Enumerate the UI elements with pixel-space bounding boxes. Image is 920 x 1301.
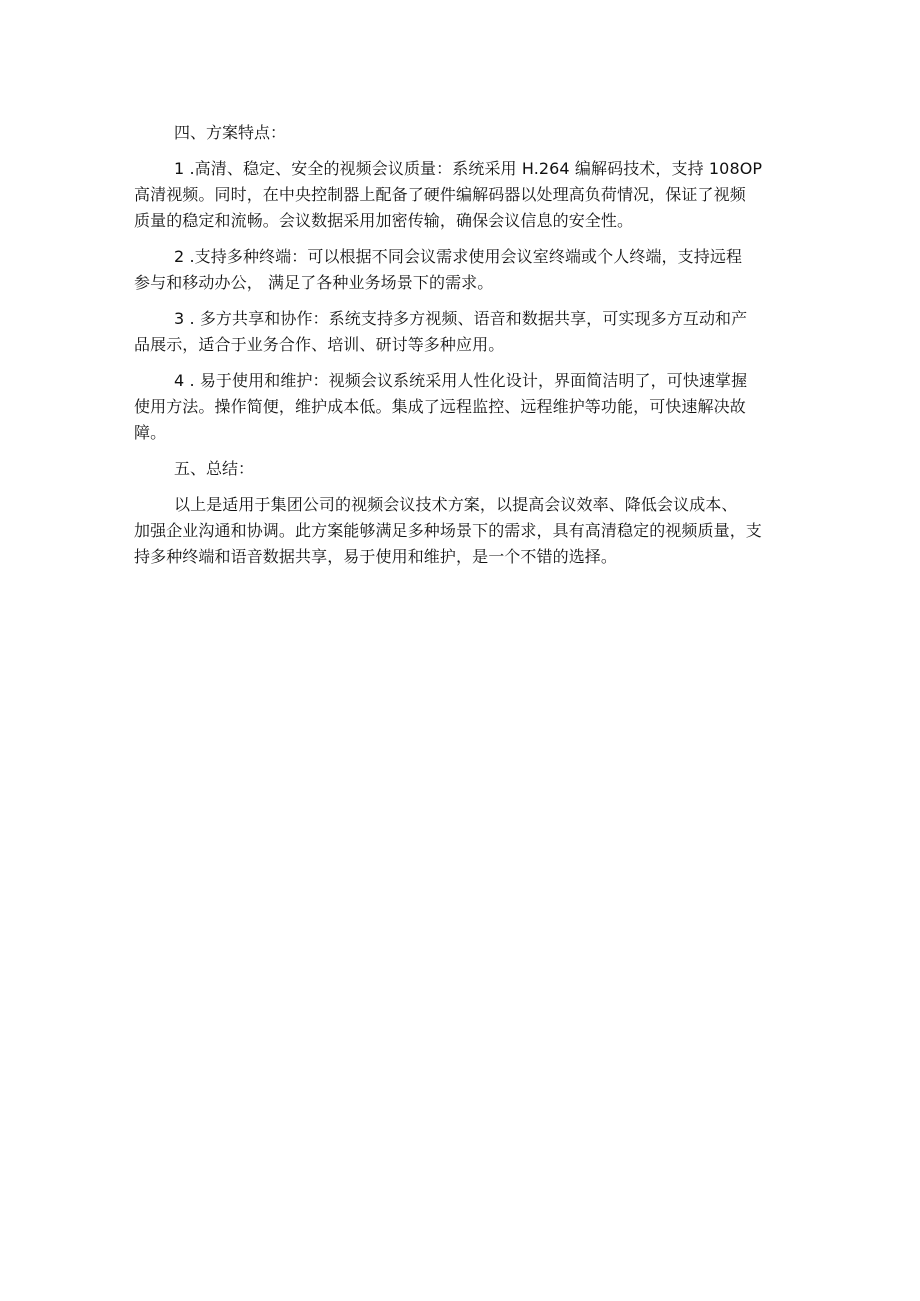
text-line: 持多种终端和语音数据共享，易于使用和维护，是一个不错的选择。 (134, 547, 618, 566)
feature-item-2 (134, 244, 790, 296)
section-heading-features: 四、方案特点： (174, 123, 287, 142)
text-line: 质量的稳定和流畅。会议数据采用加密传输，确保会议信息的安全性。 (134, 211, 634, 230)
summary-paragraph (134, 492, 790, 570)
text-line: 以上是适用于集团公司的视频会议技术方案，以提高会议效率、降低会议成本、 (174, 495, 738, 514)
text-line: 3 . 多方共享和协作：系统支持多方视频、语音和数据共享，可实现多方互动和产 (174, 309, 748, 328)
text-line: 4 . 易于使用和维护：视频会议系统采用人性化设计，界面简洁明了，可快速掌握 (174, 371, 748, 390)
text-line: 高清视频。同时，在中央控制器上配备了硬件编解码器以处理高负荷情况，保证了视频 (134, 185, 746, 204)
document-body (134, 120, 790, 580)
feature-item-1 (134, 156, 790, 234)
text-line: 使用方法。操作简便，维护成本低。集成了远程监控、远程维护等功能，可快速解决故 (134, 397, 746, 416)
text-line: 1 .高清、稳定、安全的视频会议质量：系统采用 H.264 编解码技术，支持 108OP (174, 159, 763, 178)
feature-item-4 (134, 368, 790, 446)
text-line: 2 .支持多种终端：可以根据不同会议需求使用会议室终端或个人终端，支持远程 (174, 247, 743, 266)
section-heading-summary: 五、总结： (174, 459, 255, 478)
text-line: 加强企业沟通和协调。此方案能够满足多种场景下的需求，具有高清稳定的视频质量，支 (134, 521, 762, 540)
text-line: 参与和移动办公， 满足了各种业务场景下的需求。 (134, 273, 494, 292)
text-line: 品展示，适合于业务合作、培训、研讨等多种应用。 (134, 335, 505, 354)
feature-item-3 (134, 306, 790, 358)
text-line: 障。 (134, 423, 167, 442)
